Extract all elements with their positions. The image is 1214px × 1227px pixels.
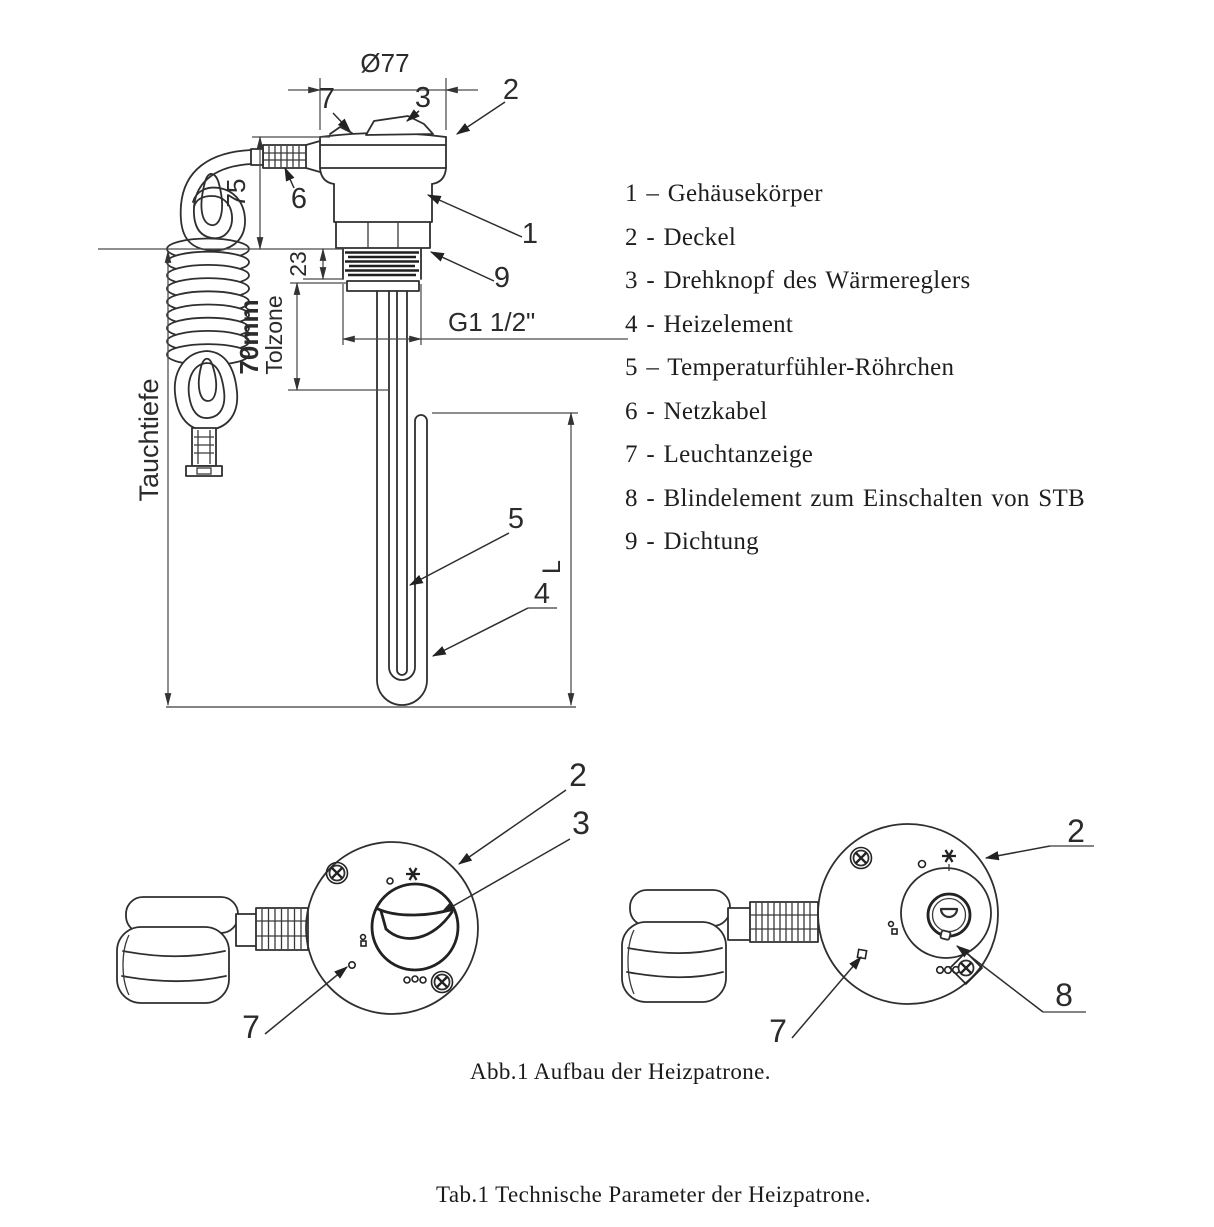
front-left-callouts xyxy=(242,757,590,1045)
knob-profile xyxy=(366,116,433,135)
legend-item-9: 9 - Dichtung xyxy=(625,528,759,555)
frost-symbol-icon xyxy=(406,868,420,880)
cover-deckel xyxy=(320,116,446,184)
callout-8: 8 xyxy=(1055,977,1073,1013)
legend-item-1: 1 – Gehäusekörper xyxy=(625,180,823,207)
dial-dot xyxy=(919,861,926,868)
screw-icon xyxy=(327,863,348,884)
screw-icon xyxy=(851,848,872,869)
dial-setting-dots xyxy=(404,976,426,983)
dial-min-mark xyxy=(361,935,366,946)
callout-2: 2 xyxy=(502,74,520,106)
cable-sleeve-left xyxy=(236,914,258,946)
stb-nub xyxy=(940,930,951,940)
dim-deadzone-label: Tolzone xyxy=(261,295,287,375)
callout-5: 5 xyxy=(507,503,525,535)
legend-item-2: 2 - Deckel xyxy=(625,223,737,251)
plug-left xyxy=(117,897,238,1003)
cable-sleeve-right xyxy=(728,908,752,940)
table-caption: Tab.1 Technische Parameter der Heizpatrone. xyxy=(436,1182,872,1207)
blind-element xyxy=(941,909,957,917)
callout-7: 7 xyxy=(242,1009,260,1045)
thermostat-knob xyxy=(372,884,458,970)
dim-deadzone-value: 70mm xyxy=(234,299,264,375)
callout-7: 7 xyxy=(769,1013,787,1049)
dim-diameter xyxy=(288,48,478,130)
dim-length-L xyxy=(432,413,578,705)
screw-icon xyxy=(432,972,453,993)
callout-9: 9 xyxy=(493,262,511,294)
dim-thread-g112 xyxy=(343,284,628,345)
dim-immersion-label: Tauchtiefe xyxy=(134,378,164,502)
legend-item-7: 7 - Leuchtanzeige xyxy=(625,441,814,468)
indicator-lamp xyxy=(857,949,866,958)
callout-2: 2 xyxy=(1067,813,1085,849)
callout-2: 2 xyxy=(569,757,587,793)
indicator-lamp xyxy=(349,962,355,968)
dial-dot xyxy=(387,878,393,884)
cord-end-connector xyxy=(186,428,222,476)
callout-3: 3 xyxy=(414,82,432,114)
callout-3: 3 xyxy=(572,805,590,841)
callout-4: 4 xyxy=(533,578,551,610)
legend-item-6: 6 - Netzkabel xyxy=(625,397,768,425)
figure-caption: Abb.1 Aufbau der Heizpatrone. xyxy=(470,1059,771,1084)
dial-min-mark xyxy=(889,922,897,934)
stb-shaft xyxy=(928,894,970,940)
front-view-knob xyxy=(117,757,590,1045)
dim-diameter-label: Ø77 xyxy=(360,48,410,78)
parts-legend xyxy=(625,172,1085,564)
heating-element-tube xyxy=(377,291,427,705)
flange-washer xyxy=(347,281,419,291)
dial-setting-dots xyxy=(937,967,960,974)
plug-right xyxy=(622,890,730,1002)
sensor-tube xyxy=(397,291,407,675)
dim-length-label: L xyxy=(538,560,566,574)
legend-item-5: 5 – Temperaturfühler-Röhrchen xyxy=(625,354,955,381)
cable-gland-right xyxy=(750,902,818,942)
legend-item-4: 4 - Heizelement xyxy=(625,310,794,338)
dim-75-label: 75 xyxy=(221,178,251,208)
dim-23 xyxy=(285,249,343,279)
side-view xyxy=(98,48,628,707)
callout-6: 6 xyxy=(290,183,308,215)
front-view-stb xyxy=(622,813,1094,1049)
housing-body xyxy=(334,184,432,248)
callout-1: 1 xyxy=(521,218,539,250)
legend-item-8: 8 - Blindelement zum Einschalten von STB xyxy=(625,484,1086,512)
cable-gland xyxy=(251,141,320,172)
cord-loop-lower xyxy=(175,351,237,430)
side-view-callouts xyxy=(285,74,557,656)
legend-item-3: 3 - Drehknopf des Wärmereglers xyxy=(625,267,971,294)
cable-gland-left xyxy=(256,908,308,950)
thread-section xyxy=(343,249,421,291)
dim-tolzone xyxy=(234,283,390,390)
dim-tauchtiefe xyxy=(134,251,168,705)
dim-thread-label: G1 1/2" xyxy=(448,307,536,337)
dim-23-label: 23 xyxy=(285,251,311,277)
callout-7: 7 xyxy=(318,83,336,115)
